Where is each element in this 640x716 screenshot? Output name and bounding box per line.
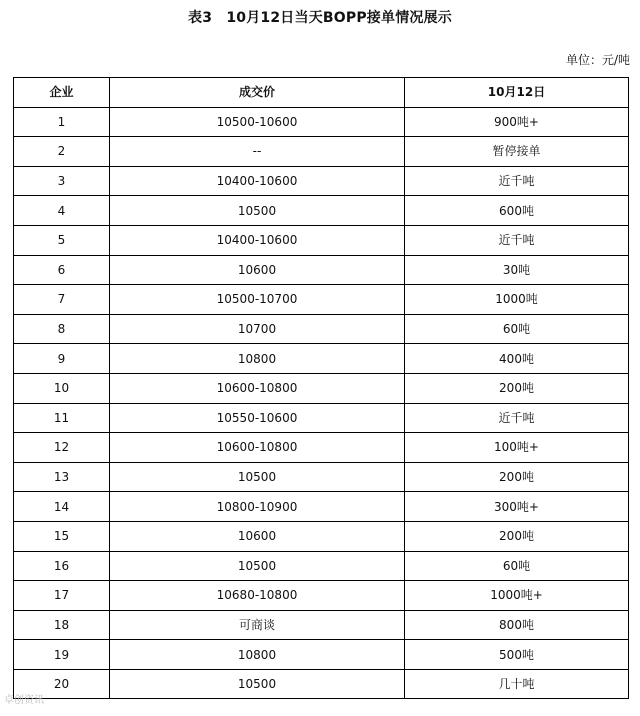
volume-cell: 500吨 (405, 640, 629, 670)
volume-cell: 400吨 (405, 344, 629, 374)
company-cell: 15 (14, 521, 110, 551)
company-cell: 16 (14, 551, 110, 581)
company-cell: 18 (14, 610, 110, 640)
table-row (14, 373, 629, 403)
price-cell: 10500 (110, 462, 405, 492)
company-cell: 8 (14, 314, 110, 344)
price-cell: 10500-10600 (110, 107, 405, 137)
company-cell: 7 (14, 285, 110, 315)
volume-cell: 900吨+ (405, 107, 629, 137)
table-row (14, 669, 629, 699)
price-cell: 10800-10900 (110, 492, 405, 522)
volume-cell: 200吨 (405, 521, 629, 551)
company-cell: 13 (14, 462, 110, 492)
table-row (14, 640, 629, 670)
table-row (14, 166, 629, 196)
price-cell: 10600-10800 (110, 373, 405, 403)
header-company: 企业 (14, 78, 110, 108)
volume-cell: 200吨 (405, 373, 629, 403)
volume-cell: 200吨 (405, 462, 629, 492)
price-cell: 可商谈 (110, 610, 405, 640)
price-cell: 10500 (110, 196, 405, 226)
table-row (14, 137, 629, 167)
price-cell: 10550-10600 (110, 403, 405, 433)
table-row (14, 610, 629, 640)
volume-cell: 近千吨 (405, 166, 629, 196)
watermark-text: 卓创资讯 (4, 695, 44, 706)
header-price: 成交价 (110, 78, 405, 108)
volume-cell: 30吨 (405, 255, 629, 285)
table-row (14, 492, 629, 522)
company-cell: 2 (14, 137, 110, 167)
company-cell: 5 (14, 225, 110, 255)
price-cell: 10600 (110, 521, 405, 551)
table-row (14, 196, 629, 226)
company-cell: 14 (14, 492, 110, 522)
volume-cell: 暂停接单 (405, 137, 629, 167)
volume-cell: 300吨+ (405, 492, 629, 522)
table-row (14, 403, 629, 433)
company-cell: 20 (14, 669, 110, 699)
volume-cell: 1000吨 (405, 285, 629, 315)
unit-label: 单位：元/吨 (565, 53, 630, 67)
company-cell: 9 (14, 344, 110, 374)
company-cell: 4 (14, 196, 110, 226)
price-cell: 10800 (110, 640, 405, 670)
volume-cell: 600吨 (405, 196, 629, 226)
company-cell: 12 (14, 433, 110, 463)
header-date: 10月12日 (405, 78, 629, 108)
header-row (14, 78, 629, 108)
bopp-orders-table (13, 77, 629, 699)
company-cell: 17 (14, 581, 110, 611)
price-cell: 10500 (110, 669, 405, 699)
company-cell: 6 (14, 255, 110, 285)
price-cell: 10400-10600 (110, 225, 405, 255)
table-row (14, 551, 629, 581)
price-cell: -- (110, 137, 405, 167)
volume-cell: 60吨 (405, 314, 629, 344)
price-cell: 10800 (110, 344, 405, 374)
table-row (14, 107, 629, 137)
table-row (14, 344, 629, 374)
volume-cell: 近千吨 (405, 225, 629, 255)
volume-cell: 1000吨+ (405, 581, 629, 611)
table-row (14, 314, 629, 344)
price-cell: 10600-10800 (110, 433, 405, 463)
company-cell: 3 (14, 166, 110, 196)
price-cell: 10600 (110, 255, 405, 285)
company-cell: 10 (14, 373, 110, 403)
volume-cell: 100吨+ (405, 433, 629, 463)
company-cell: 19 (14, 640, 110, 670)
table-body (14, 107, 629, 699)
table-row (14, 521, 629, 551)
price-cell: 10680-10800 (110, 581, 405, 611)
table-row (14, 225, 629, 255)
company-cell: 1 (14, 107, 110, 137)
volume-cell: 60吨 (405, 551, 629, 581)
price-cell: 10400-10600 (110, 166, 405, 196)
volume-cell: 800吨 (405, 610, 629, 640)
table-row (14, 462, 629, 492)
price-cell: 10500-10700 (110, 285, 405, 315)
table-title: 表3 10月12日当天BOPP接单情况展示 (188, 10, 452, 26)
company-cell: 11 (14, 403, 110, 433)
volume-cell: 近千吨 (405, 403, 629, 433)
table-row (14, 433, 629, 463)
price-cell: 10500 (110, 551, 405, 581)
table-row (14, 285, 629, 315)
price-cell: 10700 (110, 314, 405, 344)
table-row (14, 255, 629, 285)
table-row (14, 581, 629, 611)
volume-cell: 几十吨 (405, 669, 629, 699)
